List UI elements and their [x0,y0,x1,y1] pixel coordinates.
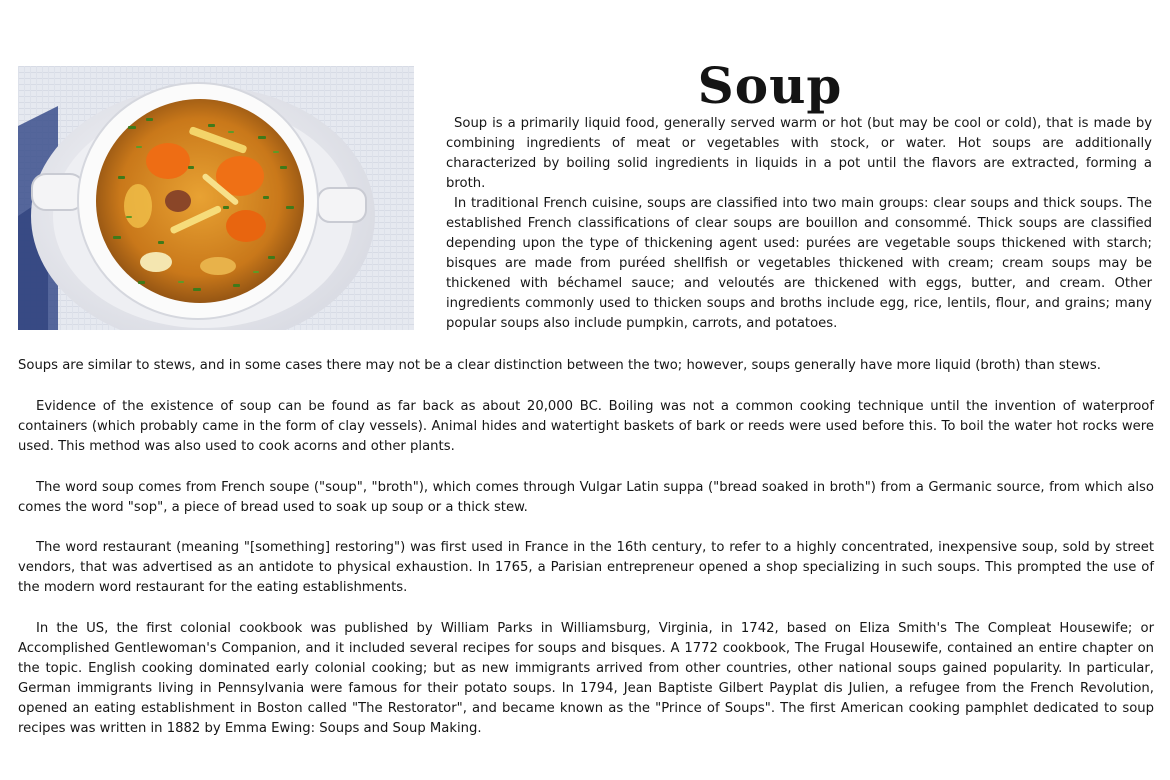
soup-bowl-photo [18,66,414,330]
paragraph-us-history: In the US, the first colonial cookbook was published by William Parks in Williamsburg, Virginia, in 1742, based on Eliza Smith's The Compleat Housewife; or Accomplished Gentlewoman's Companion, and it included several recipes for soups and bisques. A 1772 cookbook, The Frugal Housewife, contained an entire chapter on the topic. English cooking dominated early colonial cooking; but as new immigrants arrived from other countries, other national soups gained popularity. In particular, German immigrants living in Pennsylvania were famous for their potato soups. In 1794, Jean Baptiste Gilbert Payplat dis Julien, a refugee from the French Revolution, opened an eating establishment in Boston called "The Restorator", and became known as the "Prince of Soups". The first American cooking pamphlet dedicated to soup recipes was written in 1882 by Emma Ewing: Soups and Soup Making. [18,621,1154,736]
paragraph-etymology: The word soup comes from French soupe ("soup", "broth"), which comes through Vulgar Latin suppa ("bread soaked in broth") from a Germanic source, from which also comes the word "sop", a piece of bread used to soak up soup or a thick stew. [18,480,1154,515]
paragraph-stews: Soups are similar to stews, and in some cases there may not be a clear distinction between the two; however, soups generally have more liquid (broth) than stews. [18,358,1101,373]
paragraph-restaurant: The word restaurant (meaning "[something] restoring") was first used in France in the 16th century, to refer to a highly concentrated, inexpensive soup, sold by street vendors, that was advertised as an antidote to physical exhaustion. In 1765, a Parisian entrepreneur opened a shop specializing in such soups. This prompted the use of the modern word restaurant for the eating establishments. [18,540,1154,595]
paragraph-intro: Soup is a primarily liquid food, generally served warm or hot (but may be cool or cold), that is made by combining ingredients of meat or vegetables with stock, or water. Hot soups are additionally characterized by boiling solid ingredients in liquids in a pot until the flavors are extracted, forming a broth. [446,116,1152,191]
paragraph-french-classification: In traditional French cuisine, soups are classified into two main groups: clear soups and thick soups. The established French classifications of clear soups are bouillon and consommé. Thick soups are classified depending upon the type of thickening agent used: purées are vegetable soups thickened with starch; bisques are made from puréed shellfish or vegetables thickened with cream; cream soups may be thickened with béchamel sauce; and veloutés are thickened with eggs, butter, and cream. Other ingredients commonly used to thicken soups and broths include egg, rice, lentils, flour, and grains; many popular soups also include pumpkin, carrots, and potatoes. [446,196,1152,331]
paragraph-evidence: Evidence of the existence of soup can be found as far back as about 20,000 BC. Boiling was not a common cooking technique until the invention of waterproof containers (which probably came in the form of clay vessels). Animal hides and watertight baskets of bark or reeds were used before this. To boil the water hot rocks were used. This method was also used to cook acorns and other plants. [18,399,1154,454]
page-title: Soup [697,55,843,115]
